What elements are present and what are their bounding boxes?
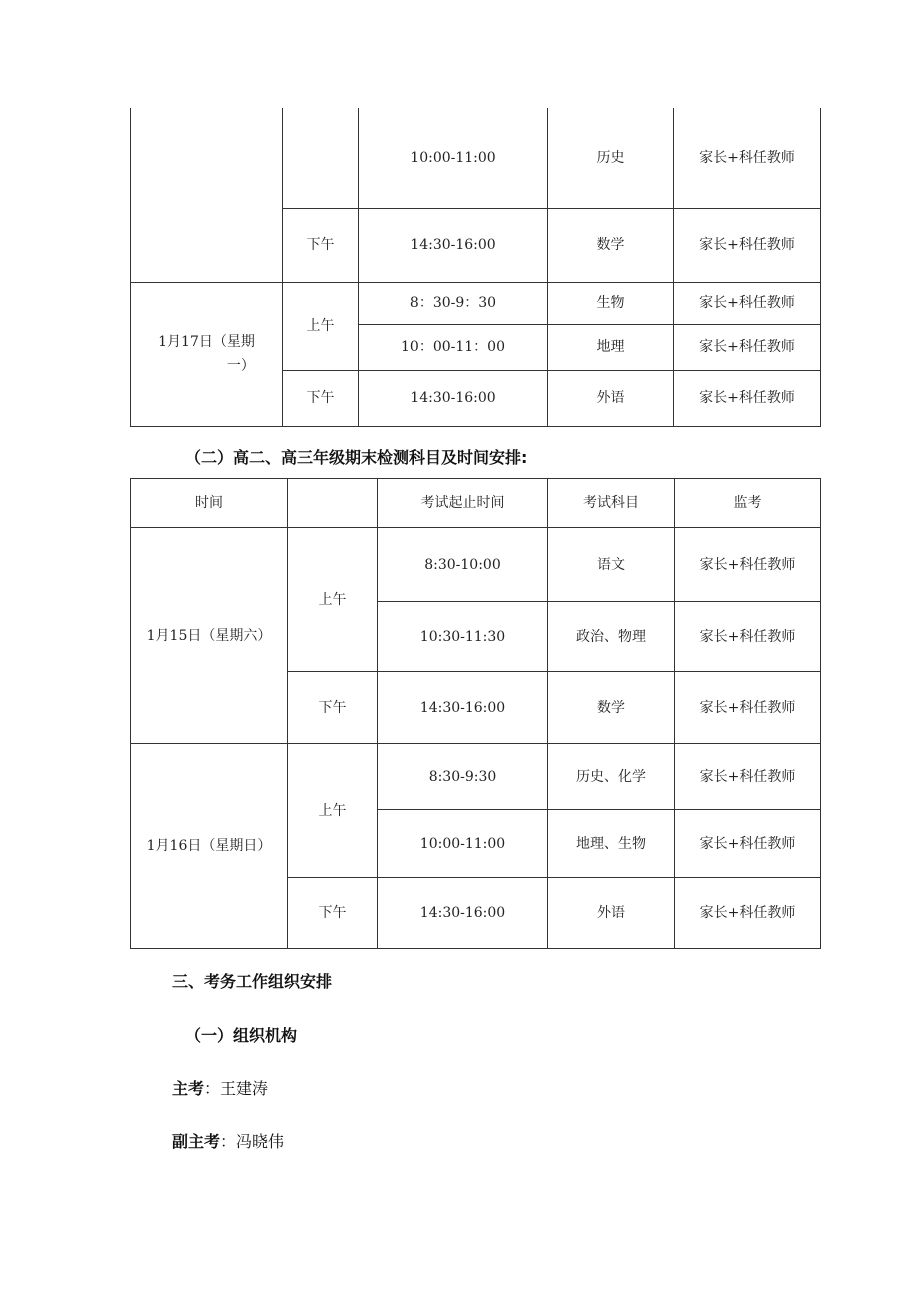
date-cell: 1月15日（星期六） xyxy=(131,528,288,744)
session-cell-empty xyxy=(283,108,359,208)
table-row xyxy=(131,528,821,602)
subject-cell: 数学 xyxy=(548,672,675,744)
header-cell: 监考 xyxy=(675,479,821,528)
session-cell: 上午 xyxy=(288,528,378,672)
session-cell: 下午 xyxy=(283,208,359,282)
session-cell: 下午 xyxy=(288,878,378,949)
table-row xyxy=(131,744,821,810)
subject-cell: 数学 xyxy=(548,208,674,282)
subject-cell: 外语 xyxy=(548,370,674,426)
date-line-1: 1月17日（星期 xyxy=(158,334,255,350)
separator: ： xyxy=(220,1132,237,1151)
date-cell-empty xyxy=(131,108,283,282)
subsection-heading-1: （一）组织机构 xyxy=(185,1026,298,1045)
header-cell: 时间 xyxy=(131,479,288,528)
deputy-examiner-line xyxy=(172,1129,284,1152)
time-cell: 10：00-11：00 xyxy=(359,324,548,370)
subject-cell: 生物 xyxy=(548,282,674,324)
subject-cell: 历史 xyxy=(548,108,674,208)
proctor-cell: 家长+科任教师 xyxy=(675,528,821,602)
time-cell: 10:00-11:00 xyxy=(359,108,548,208)
time-cell: 14:30-16:00 xyxy=(359,208,548,282)
exam-schedule-table-grade-2-3 xyxy=(130,478,821,949)
subject-cell: 外语 xyxy=(548,878,675,949)
deputy-examiner-name: 冯晓伟 xyxy=(236,1132,285,1151)
deputy-examiner-label: 副主考 xyxy=(172,1132,221,1151)
proctor-cell: 家长+科任教师 xyxy=(674,370,821,426)
date-cell xyxy=(131,282,283,426)
session-cell: 下午 xyxy=(288,672,378,744)
chief-examiner-line xyxy=(172,1076,268,1099)
session-cell: 上午 xyxy=(288,744,378,878)
time-cell: 14:30-16:00 xyxy=(378,878,548,949)
header-cell: 考试起止时间 xyxy=(378,479,548,528)
header-cell xyxy=(288,479,378,528)
section-heading-3: 三、考务工作组织安排 xyxy=(172,972,333,991)
table-row xyxy=(131,108,821,208)
subject-cell: 政治、物理 xyxy=(548,602,675,672)
date-cell: 1月16日（星期日） xyxy=(131,744,288,949)
table-header-row xyxy=(131,479,821,528)
header-cell: 考试科目 xyxy=(548,479,675,528)
time-cell: 14:30-16:00 xyxy=(359,370,548,426)
session-cell: 上午 xyxy=(283,282,359,370)
section-heading-2: （二）高二、高三年级期末检测科目及时间安排: xyxy=(185,448,528,467)
proctor-cell: 家长+科任教师 xyxy=(674,324,821,370)
time-cell: 10:00-11:00 xyxy=(378,810,548,878)
time-cell: 8:30-9:30 xyxy=(378,744,548,810)
exam-schedule-table-continued xyxy=(130,108,821,427)
proctor-cell: 家长+科任教师 xyxy=(675,602,821,672)
proctor-cell: 家长+科任教师 xyxy=(674,208,821,282)
proctor-cell: 家长+科任教师 xyxy=(675,810,821,878)
subject-cell: 地理、生物 xyxy=(548,810,675,878)
time-cell: 8:30-10:00 xyxy=(378,528,548,602)
proctor-cell: 家长+科任教师 xyxy=(675,744,821,810)
proctor-cell: 家长+科任教师 xyxy=(674,108,821,208)
table-row xyxy=(131,282,821,324)
chief-examiner-label: 主考 xyxy=(172,1079,205,1098)
subject-cell: 历史、化学 xyxy=(548,744,675,810)
subject-cell: 语文 xyxy=(548,528,675,602)
date-line-2: 一） xyxy=(226,358,255,374)
time-cell: 8：30-9：30 xyxy=(359,282,548,324)
proctor-cell: 家长+科任教师 xyxy=(675,672,821,744)
session-cell: 下午 xyxy=(283,370,359,426)
time-cell: 10:30-11:30 xyxy=(378,602,548,672)
proctor-cell: 家长+科任教师 xyxy=(674,282,821,324)
time-cell: 14:30-16:00 xyxy=(378,672,548,744)
subject-cell: 地理 xyxy=(548,324,674,370)
chief-examiner-name: 王建涛 xyxy=(220,1079,269,1098)
separator: ： xyxy=(204,1079,221,1098)
proctor-cell: 家长+科任教师 xyxy=(675,878,821,949)
